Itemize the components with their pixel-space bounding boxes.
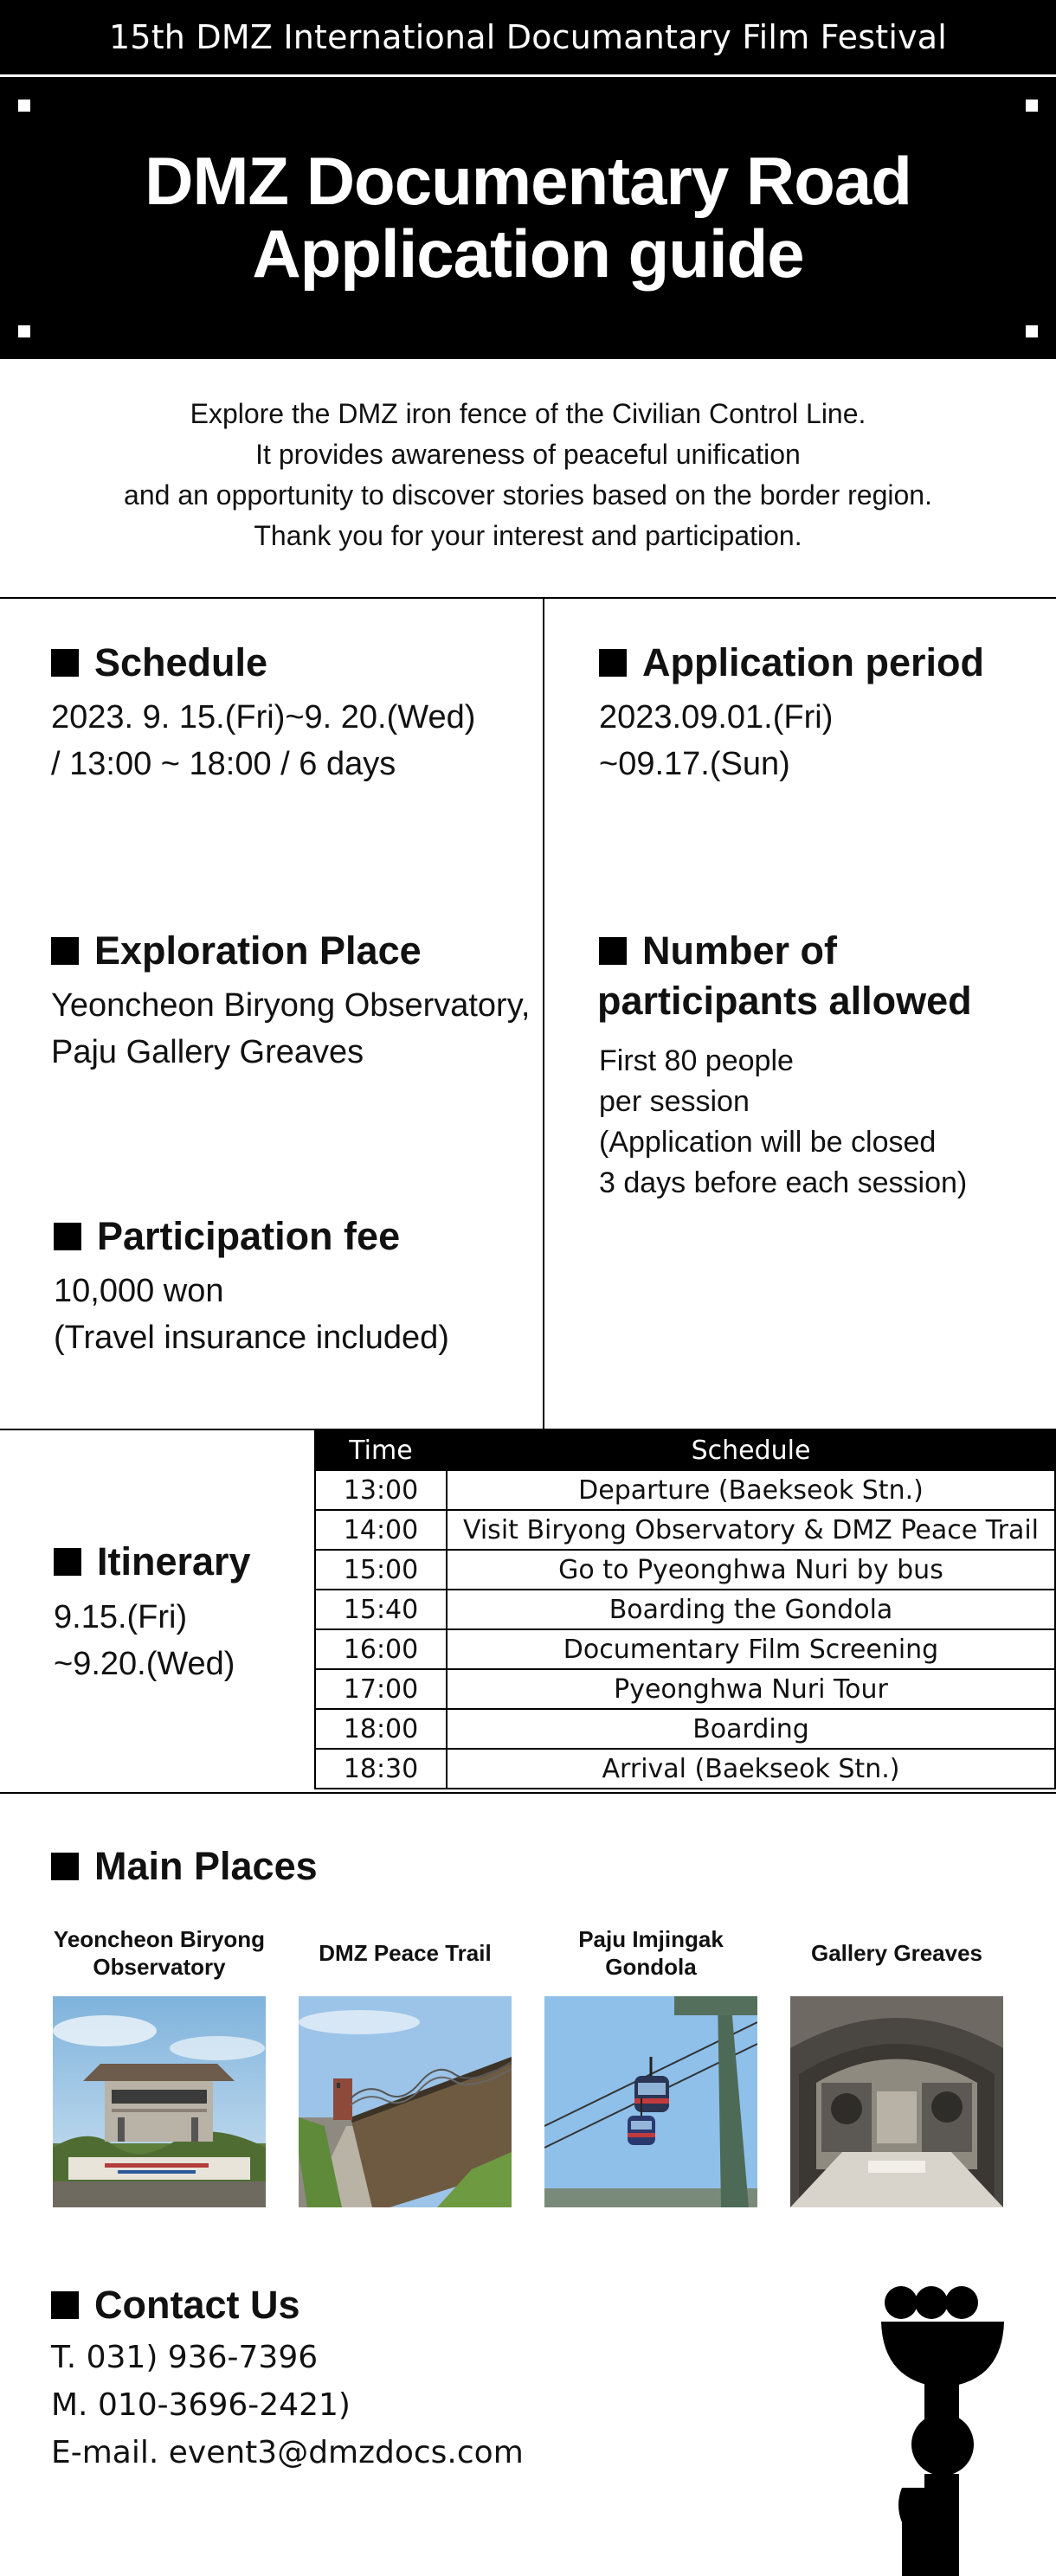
itinerary-dates: 9.15.(Fri) ~9.20.(Wed) bbox=[54, 1599, 235, 1682]
corner-dot bbox=[1026, 325, 1038, 337]
hero-panel bbox=[0, 77, 1056, 359]
place-label: Paju Imjingak Gondola bbox=[578, 1926, 724, 1980]
time-cell: 17:00 bbox=[315, 1669, 447, 1709]
schedule-cell: Go to Pyeonghwa Nuri by bus bbox=[447, 1550, 1055, 1590]
schedule-cell: Boarding the Gondola bbox=[447, 1590, 1055, 1629]
exploration-place-heading: Exploration Place bbox=[51, 926, 422, 976]
square-bullet-icon bbox=[51, 2291, 79, 2319]
schedule-details: 2023. 9. 15.(Fri)~9. 20.(Wed) / 13:00 ~ 18:00 / 6 days bbox=[51, 699, 476, 782]
application-period-heading: Application period bbox=[599, 638, 984, 688]
schedule-column-header: Schedule bbox=[447, 1430, 1055, 1470]
contact-details bbox=[51, 2334, 524, 2476]
time-cell: 18:00 bbox=[315, 1709, 447, 1749]
schedule-cell: Pyeonghwa Nuri Tour bbox=[447, 1669, 1055, 1709]
square-bullet-icon bbox=[599, 937, 627, 965]
festival-logo-icon bbox=[872, 2280, 1013, 2576]
place-card-dmz-peace-trail bbox=[299, 1914, 512, 1992]
contact-mobile[interactable]: M. 010-3696-2421) bbox=[51, 2387, 351, 2423]
time-cell: 13:00 bbox=[315, 1470, 447, 1510]
main-places-heading: Main Places bbox=[51, 1841, 318, 1892]
square-bullet-icon bbox=[51, 649, 79, 677]
schedule-cell: Visit Biryong Observatory & DMZ Peace Trail bbox=[447, 1510, 1055, 1550]
festival-banner bbox=[0, 0, 1056, 74]
itinerary-table bbox=[314, 1429, 1056, 1789]
table-row bbox=[315, 1470, 1055, 1510]
participants-heading-line2: participants allowed bbox=[597, 979, 972, 1023]
place-label: DMZ Peace Trail bbox=[319, 1940, 492, 1966]
square-bullet-icon bbox=[54, 1223, 81, 1250]
schedule-cell: Arrival (Baekseok Stn.) bbox=[447, 1749, 1055, 1789]
time-cell: 14:00 bbox=[315, 1510, 447, 1550]
square-bullet-icon bbox=[51, 937, 79, 965]
table-row bbox=[315, 1669, 1055, 1709]
page-title: DMZ Documentary Road Application guide bbox=[145, 143, 911, 292]
participants-heading: Number of bbox=[599, 926, 837, 976]
fee-details: 10,000 won (Travel insurance included) bbox=[54, 1273, 449, 1356]
place-card-gallery-greaves bbox=[790, 1914, 1003, 1992]
itinerary-heading: Itinerary bbox=[54, 1537, 251, 1587]
schedule-cell: Departure (Baekseok Stn.) bbox=[447, 1470, 1055, 1510]
time-cell: 16:00 bbox=[315, 1629, 447, 1669]
time-column-header: Time bbox=[315, 1430, 447, 1470]
time-cell: 15:40 bbox=[315, 1590, 447, 1629]
gallery-photo bbox=[790, 1996, 1003, 2207]
corner-dot bbox=[1026, 100, 1038, 112]
exploration-place-details: Yeoncheon Biryong Observatory, Paju Gallery Greaves bbox=[51, 987, 531, 1070]
place-label: Yeoncheon Biryong Observatory bbox=[53, 1926, 266, 1980]
square-bullet-icon bbox=[51, 1853, 79, 1880]
table-row bbox=[315, 1590, 1055, 1629]
festival-name: 15th DMZ International Documantary Film Festival bbox=[108, 18, 948, 56]
schedule-cell: Boarding bbox=[447, 1709, 1055, 1749]
contact-email[interactable]: E-mail. event3@dmzdocs.com bbox=[51, 2435, 524, 2470]
table-row bbox=[315, 1709, 1055, 1749]
table-row bbox=[315, 1629, 1055, 1669]
time-cell: 18:30 bbox=[315, 1749, 447, 1789]
schedule-heading: Schedule bbox=[51, 638, 267, 688]
peace-trail-photo bbox=[299, 1996, 512, 2207]
intro-text: Explore the DMZ iron fence of the Civilian Control Line. It provides awareness of peaceful unification and an opportunity to discover stories based on the border region. Thank you for your interest and participation. bbox=[124, 398, 932, 551]
contact-heading: Contact Us bbox=[51, 2280, 300, 2330]
table-header-row bbox=[315, 1430, 1055, 1470]
table-row bbox=[315, 1550, 1055, 1590]
application-period-details: 2023.09.01.(Fri) ~09.17.(Sun) bbox=[599, 699, 834, 782]
divider bbox=[543, 597, 544, 1429]
corner-dot bbox=[18, 325, 30, 337]
square-bullet-icon bbox=[599, 649, 627, 677]
fee-heading: Participation fee bbox=[54, 1211, 400, 1262]
participants-details: First 80 people per session (Application will be closed 3 days before each session) bbox=[599, 1044, 968, 1199]
table-row bbox=[315, 1749, 1055, 1789]
corner-dot bbox=[18, 100, 30, 112]
divider bbox=[0, 1792, 1056, 1794]
contact-phone[interactable]: T. 031) 936-7396 bbox=[51, 2340, 319, 2375]
divider bbox=[0, 597, 1056, 599]
square-bullet-icon bbox=[54, 1548, 81, 1576]
place-label: Gallery Greaves bbox=[810, 1940, 983, 1966]
place-card-imjingak-gondola bbox=[544, 1914, 757, 1992]
observatory-photo bbox=[53, 1996, 266, 2207]
table-row bbox=[315, 1510, 1055, 1550]
schedule-cell: Documentary Film Screening bbox=[447, 1629, 1055, 1669]
time-cell: 15:00 bbox=[315, 1550, 447, 1590]
place-card-biryong-observatory bbox=[53, 1914, 266, 1992]
gondola-photo bbox=[544, 1996, 757, 2207]
